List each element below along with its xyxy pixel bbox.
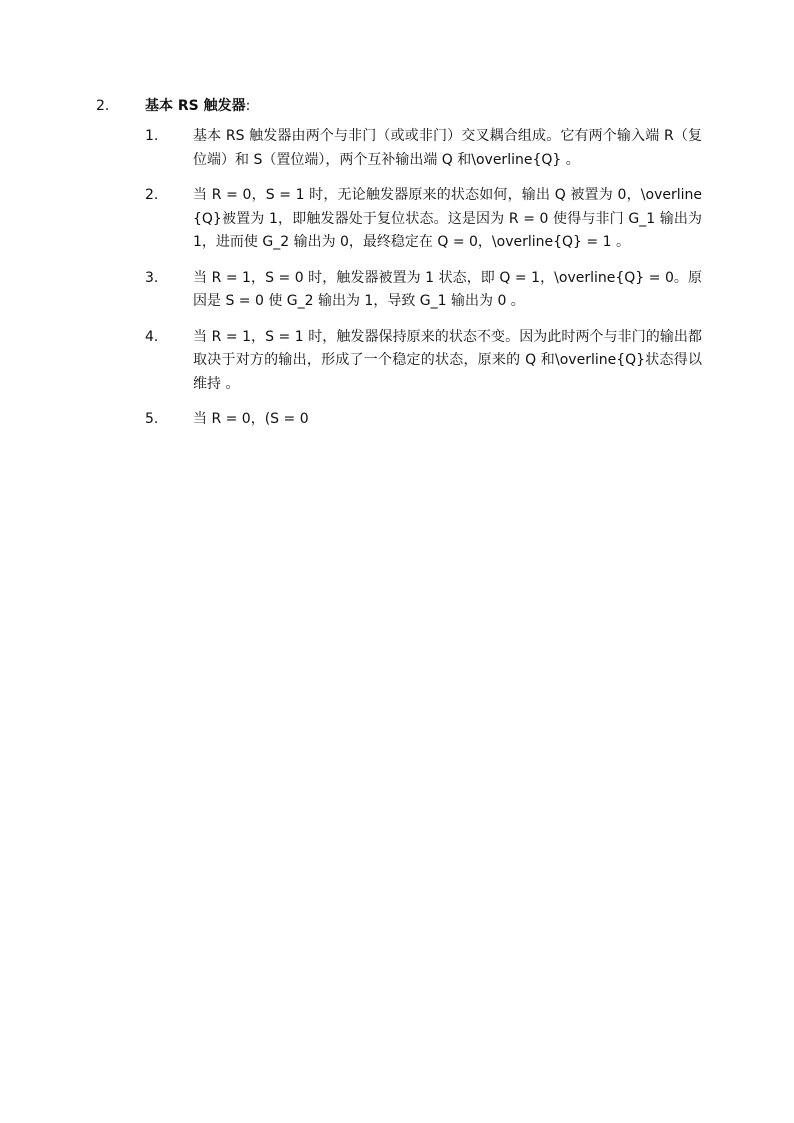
- list-item-text: 当 R = 0，S = 1 时，无论触发器原来的状态如何，输出 Q 被置为 0，\overline{Q}被置为 1，即触发器处于复位状态。这是因为 R = 0 使得与非门 G_1 输出为 1，进而使 G_2 输出为 0，最终稳定在 Q = 0，\overline{Q} = 1 。: [193, 187, 702, 250]
- list-item-text: 基本 RS 触发器由两个与非门（或或非门）交叉耦合组成。它有两个输入端 R（复位端）和 S（置位端），两个互补输出端 Q 和\overline{Q} 。: [193, 128, 702, 168]
- list-item-text: 当 R = 1，S = 1 时，触发器保持原来的状态不变。因为此时两个与非门的输出都取决于对方的输出，形成了一个稳定的状态，原来的 Q 和\overline{Q}状态得以维持 。: [193, 328, 702, 392]
- section-rs-flip-flop: [96, 95, 716, 444]
- list-item-number: 3.: [145, 269, 159, 286]
- section-title-colon: :: [245, 98, 251, 114]
- list-item: [96, 125, 716, 172]
- list-item: [96, 267, 716, 314]
- section-heading: [96, 95, 716, 117]
- list-item: [96, 408, 716, 432]
- section-number: 2.: [96, 98, 110, 114]
- section-title: 基本 RS 触发器: [145, 98, 246, 114]
- list-item-text: 当 R = 1，S = 0 时，触发器被置为 1 状态，即 Q = 1，\overline{Q} = 0。原因是 S = 0 使 G_2 输出为 1，导致 G_1 输出为 0 。: [193, 269, 702, 309]
- numbered-list: [96, 125, 716, 432]
- list-item-number: 4.: [145, 328, 159, 345]
- list-item-text: 当 R = 0，(S = 0: [193, 411, 309, 427]
- list-item: [96, 184, 716, 255]
- list-item-number: 5.: [145, 411, 159, 427]
- list-item: [96, 326, 716, 397]
- section-heading-text: [145, 95, 250, 117]
- list-item-number: 1.: [145, 128, 159, 144]
- list-item-number: 2.: [145, 187, 159, 203]
